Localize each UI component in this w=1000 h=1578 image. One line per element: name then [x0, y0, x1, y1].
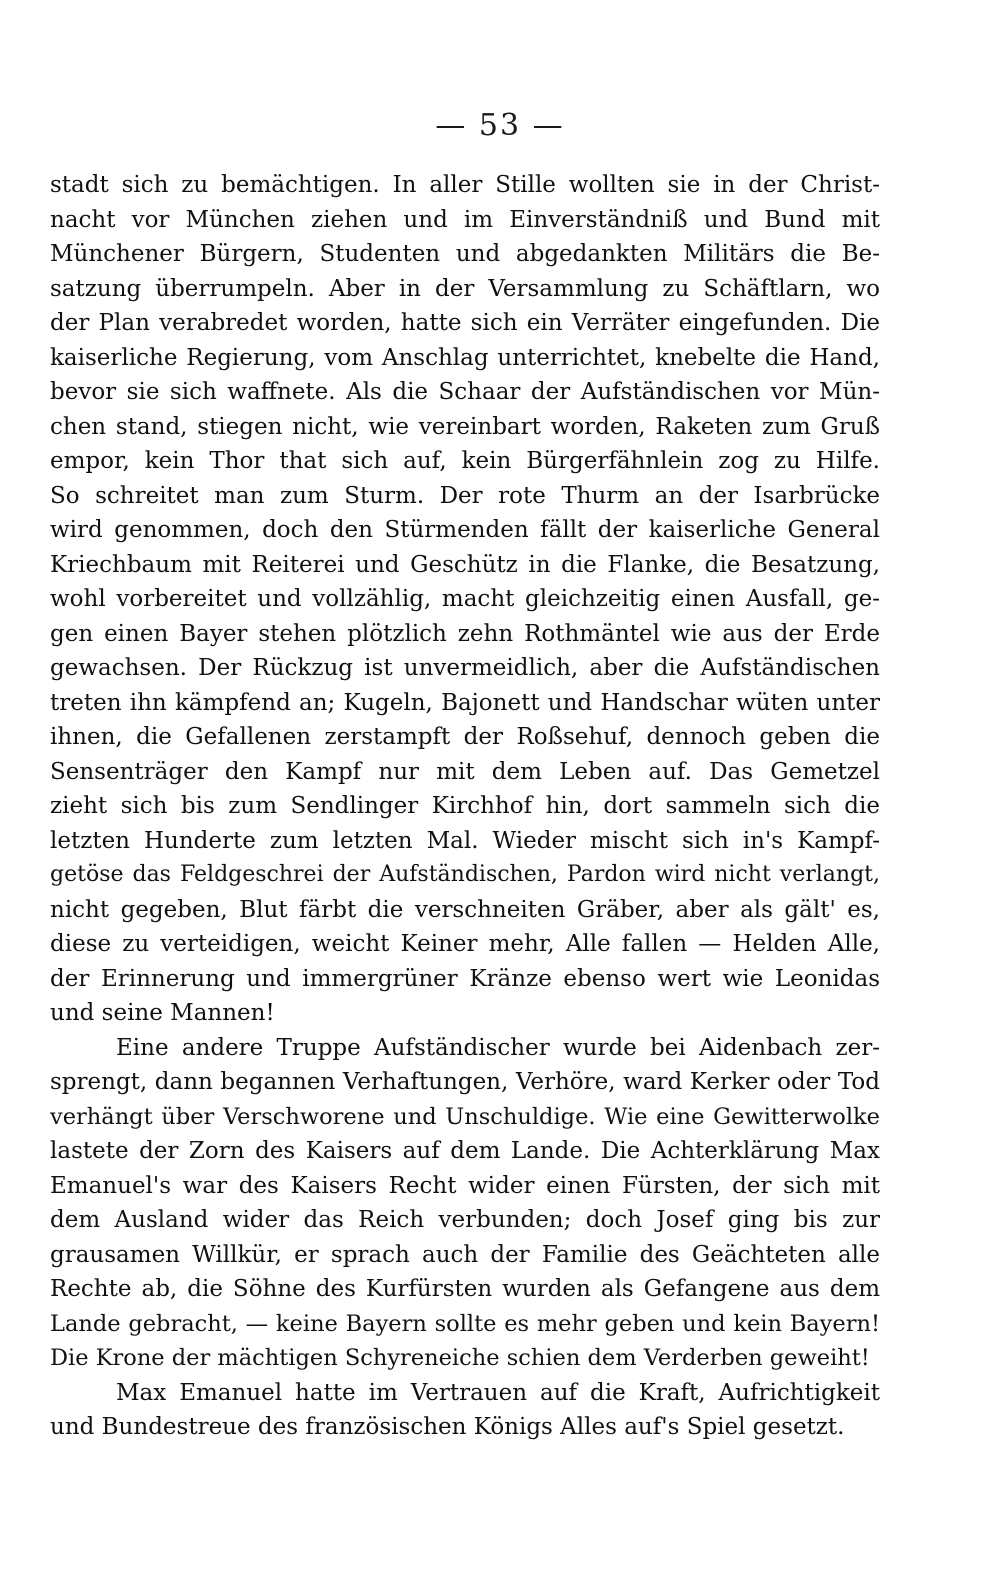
text-line: Max Emanuel hatte im Vertrauen auf die Kraft, Aufrichtigkeit: [116, 1379, 880, 1406]
text-line: Sensenträger den Kampf nur mit dem Leben auf. Das Gemetzel: [50, 758, 880, 785]
text-line: Emanuel's war des Kaisers Recht wider einen Fürsten, der sich mit: [50, 1172, 880, 1199]
text-line: sprengt, dann begannen Verhaftungen, Verhöre, ward Kerker oder Tod: [50, 1069, 880, 1095]
text-line: zieht sich bis zum Sendlinger Kirchhof hin, dort sammeln sich die: [50, 793, 880, 819]
text-line: nacht vor München ziehen und im Einverständniß und Bund mit: [50, 206, 880, 233]
text-line: getöse das Feldgeschrei der Aufständischen, Pardon wird nicht verlangt,: [50, 862, 880, 887]
text-line: gewachsen. Der Rückzug ist unvermeidlich, aber die Aufständischen: [50, 655, 880, 681]
text-line: letzten Hunderte zum letzten Mal. Wieder mischt sich in's Kampf-: [50, 827, 880, 854]
text-line: grausamen Willkür, er sprach auch der Familie des Geächteten alle: [50, 1241, 880, 1268]
text-line: So schreitet man zum Sturm. Der rote Thurm an der Isarbrücke: [50, 482, 880, 509]
text-line: nicht gegeben, Blut färbt die verschneiten Gräber, aber als gält' es,: [50, 896, 880, 923]
text-line: gen einen Bayer stehen plötzlich zehn Rothmäntel wie aus der Erde: [50, 620, 880, 647]
body-text: [50, 168, 880, 1445]
text-line: kaiserliche Regierung, vom Anschlag unterrichtet, knebelte die Hand,: [50, 344, 880, 371]
text-line: und Bundestreue des französischen Königs Alles auf's Spiel gesetzt.: [50, 1414, 845, 1440]
text-line: Münchener Bürgern, Studenten und abgedankten Militärs die Be-: [50, 241, 880, 267]
text-line: diese zu verteidigen, weicht Keiner mehr, Alle fallen — Helden Alle,: [50, 931, 880, 957]
text-line: ihnen, die Gefallenen zerstampft der Roßsehuf, dennoch geben die: [50, 724, 880, 750]
text-line: Eine andere Truppe Aufständischer wurde bei Aidenbach zer-: [116, 1034, 880, 1061]
text-line: chen stand, stiegen nicht, wie vereinbart worden, Raketen zum Gruß: [50, 413, 880, 440]
text-line: lastete der Zorn des Kaisers auf dem Lande. Die Achterklärung Max: [50, 1138, 880, 1164]
text-line: satzung überrumpeln. Aber in der Versammlung zu Schäftlarn, wo: [50, 275, 880, 302]
text-line: verhängt über Verschworene und Unschuldige. Wie eine Gewitterwolke: [50, 1103, 880, 1130]
text-line: Die Krone der mächtigen Schyreneiche schien dem Verderben geweiht!: [50, 1345, 870, 1371]
text-line: treten ihn kämpfend an; Kugeln, Bajonett und Handschar wüten unter: [50, 689, 880, 716]
text-line: Rechte ab, die Söhne des Kurfürsten wurden als Gefangene aus dem: [50, 1276, 880, 1302]
text-line: bevor sie sich waffnete. Als die Schaar der Aufständischen vor Mün-: [50, 379, 880, 405]
text-line: wird genommen, doch den Stürmenden fällt der kaiserliche General: [50, 517, 880, 543]
page-number: — 53 —: [435, 108, 565, 143]
text-line: wohl vorbereitet und vollzählig, macht gleichzeitig einen Ausfall, ge-: [50, 586, 880, 612]
text-line: und seine Mannen!: [50, 1000, 275, 1026]
text-line: Kriechbaum mit Reiterei und Geschütz in die Flanke, die Besatzung,: [50, 551, 880, 578]
text-line: dem Ausland wider das Reich verbunden; doch Josef ging bis zur: [50, 1207, 880, 1233]
text-line: stadt sich zu bemächtigen. In aller Stille wollten sie in der Christ-: [50, 172, 880, 198]
text-line: der Erinnerung und immergrüner Kränze ebenso wert wie Leonidas: [50, 965, 880, 992]
text-line: der Plan verabredet worden, hatte sich ein Verräter eingefunden. Die: [50, 310, 880, 336]
text-line: empor, kein Thor that sich auf, kein Bürgerfähnlein zog zu Hilfe.: [50, 448, 880, 474]
text-line: Lande gebracht, — keine Bayern sollte es mehr geben und kein Bayern!: [50, 1310, 880, 1337]
